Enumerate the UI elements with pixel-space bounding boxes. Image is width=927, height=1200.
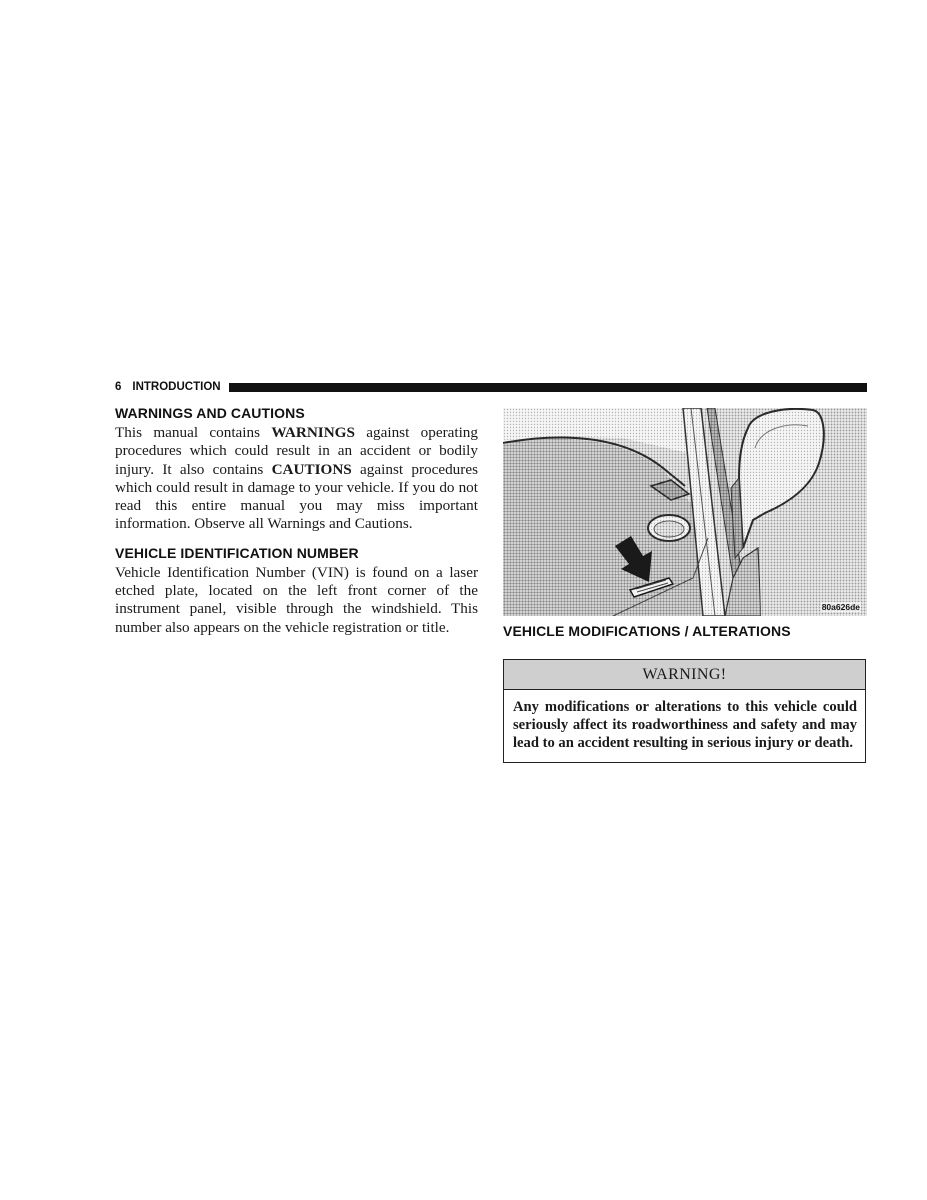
warnings-term: WARNINGS xyxy=(271,424,355,441)
vin-location-illustration xyxy=(503,408,867,616)
page-number: 6 xyxy=(115,381,122,393)
warnings-heading: WARNINGS AND CAUTIONS xyxy=(115,405,305,421)
cautions-term: CAUTIONS xyxy=(271,460,352,478)
vin-paragraph: Vehicle Identification Number (VIN) is found on a laser etched plate, located on the left front corner of the instrument panel, visible through the windshield. This number also appears on the vehicle registration or title. xyxy=(115,563,478,636)
left-column xyxy=(115,405,478,637)
vin-heading: VEHICLE IDENTIFICATION NUMBER xyxy=(115,544,359,561)
page-header xyxy=(115,380,867,394)
modifications-heading: VEHICLE MODIFICATIONS / ALTERATIONS xyxy=(503,623,791,639)
warning-title: WARNING! xyxy=(504,660,865,690)
warning-text: Any modifications or alterations to this vehicle could seriously affect its roadworthiness and safety and may lead to an accident resulting in serious injury or death. xyxy=(513,699,857,752)
warning-box xyxy=(503,659,866,763)
warnings-paragraph: This manual contains WARNINGS against operating procedures which could result in an accident or bodily injury. It also contains CAUTIONS against procedures which could result in damage to your vehicle. If you do not read this entire manual you may miss important information. Observe all Warnings and Cautions. xyxy=(115,424,478,533)
section-name: INTRODUCTION xyxy=(132,381,221,393)
figure-code: 80a626de xyxy=(821,602,860,612)
vin-location-illustration-svg xyxy=(503,408,867,616)
header-rule xyxy=(229,383,867,392)
